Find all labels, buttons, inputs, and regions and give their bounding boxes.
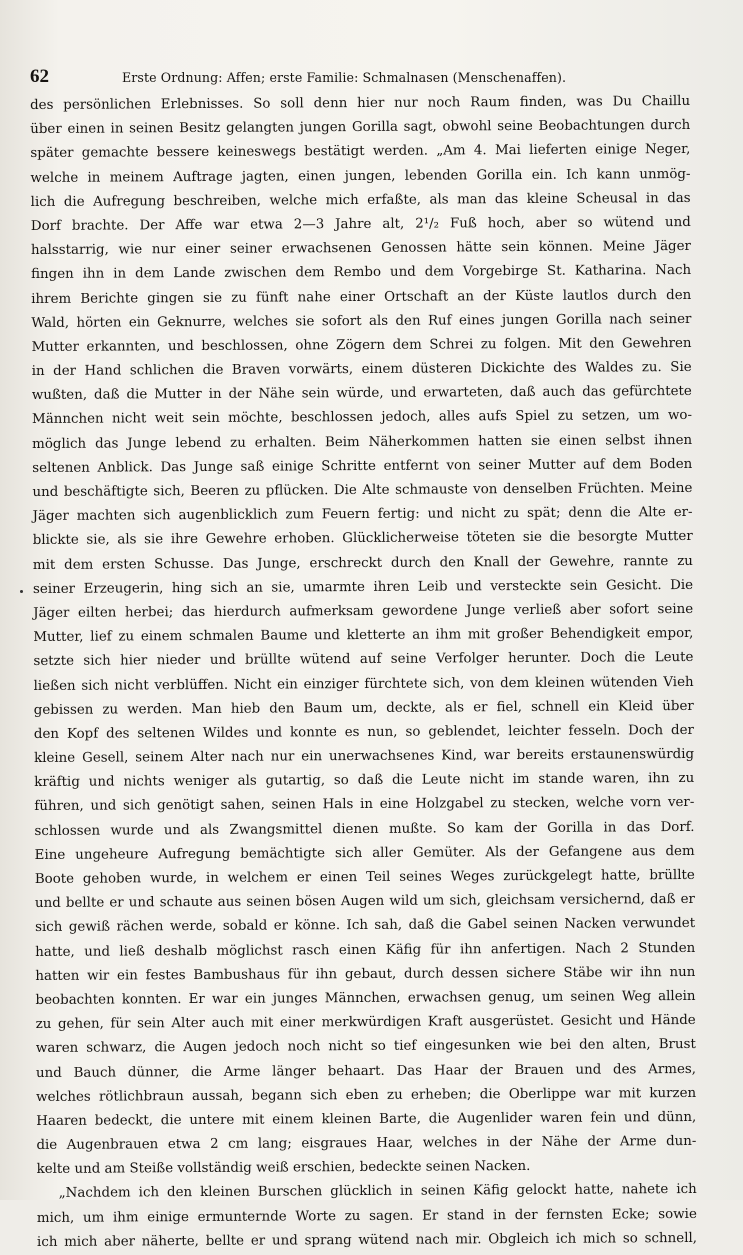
text-line: halsstarrig, wie nur einer seiner erwachsenen Genossen hätte sein können. Meine Jäger bbox=[30, 239, 691, 259]
text-line: gebissen zu werden. Man hieb den Baum um, deckte, als er fiel, schnell ein Kleid über bbox=[33, 698, 694, 718]
text-line: ich mich aber näherte, bellte er und sprang wütend nach mir. Obgleich ich mich so schnell, bbox=[36, 1230, 698, 1250]
text-line: Jäger eilten herbei; das hierdurch aufmerksam gewordene Junge verließ aber sofort seine bbox=[33, 601, 694, 621]
text-line: hatten wir ein festes Bambushaus für ihn gebaut, durch dessen sichere Stäbe wir ihn nun bbox=[35, 964, 696, 984]
text-line: „Nachdem ich den kleinen Burschen glücklich in seinen Käfig gelockt hatte, nahete ich bbox=[58, 1182, 697, 1202]
text-line: welche in meinem Auftrage jagten, einen jungen, lebenden Gorilla ein. Ich kann unmög- bbox=[30, 166, 691, 186]
page-number: 62 bbox=[30, 66, 49, 87]
body-text bbox=[30, 90, 697, 1255]
text-line: waren schwarz, die Augen jedoch noch nicht so tief eingesunken wie bei den alten, Brust bbox=[35, 1037, 696, 1057]
page-header bbox=[30, 66, 691, 92]
text-line: kräftig und nichts weniger als gutartig, so daß die Leute nicht im stande waren, ihn zu bbox=[34, 771, 695, 791]
text-line: kelte und am Steiße vollständig weiß erschien, bedeckte seinen Nacken. bbox=[36, 1159, 531, 1178]
text-line: Mutter, lief zu einem schmalen Baume und kletterte an ihm mit großer Behendigkeit empor, bbox=[33, 626, 694, 646]
text-line: den Kopf des seltenen Wildes und konnte es nun, so geblendet, leichter fesseln. Doch der bbox=[33, 722, 694, 742]
text-line: ließen sich nicht verblüffen. Nicht ein einziger fürchtete sich, von dem kleinen wütenden Vieh bbox=[33, 674, 694, 694]
text-line: Eine ungeheure Aufregung bemächtigte sich aller Gemüter. Als der Gefangene aus dem bbox=[34, 843, 695, 863]
text-line: hatte, und ließ deshalb möglichst rasch einen Käfig für ihn anfertigen. Nach 2 Stunden bbox=[35, 940, 696, 960]
running-head: Erste Ordnung: Affen; erste Familie: Schmalnasen (Menschenaffen). bbox=[122, 70, 567, 85]
text-line: ihrem Berichte gingen sie zu fünft nahe einer Ortschaft an der Küste lautlos durch den bbox=[31, 287, 692, 307]
text-line: und beschäftigte sich, Beeren zu pflücken. Die Alte schmauste von denselben Früchten. Meine bbox=[32, 480, 693, 500]
text-line: seiner Erzeugerin, hing sich an sie, umarmte ihren Leib und versteckte sein Gesicht. Die bbox=[32, 577, 694, 597]
text-line: Haaren bedeckt, die untere mit einem kleinen Barte, die Augenlider waren fein und dünn, bbox=[36, 1109, 697, 1129]
text-line: in der Hand schlichen die Braven vorwärts, einem düsteren Dickichte des Waldes zu. Sie bbox=[31, 360, 692, 380]
text-line: sich gewiß rächen werde, sobald er könne. Ich sah, daß die Gabel seinen Nacken verwundet bbox=[35, 916, 696, 936]
text-line: Mutter erkannten, und beschlossen, ohne Zögern dem Schrei zu folgen. Mit den Gewehren bbox=[31, 335, 692, 355]
text-line: Männchen nicht weit sein möchte, beschlossen jedoch, alles aufs Spiel zu setzen, um wo- bbox=[31, 408, 693, 428]
text-line: kleine Gesell, seinem Alter nach nur ein unerwachsenes Kind, war bereits erstaunenswürdig bbox=[34, 747, 695, 767]
text-line: seltenen Anblick. Das Junge saß einige Schritte entfernt von seiner Mutter auf dem Boden bbox=[32, 456, 693, 476]
text-line: die Augenbrauen etwa 2 cm lang; eisgraues Haar, welches in der Nähe der Arme dun- bbox=[36, 1134, 697, 1154]
text-line: zu gehen, für sein Alter auch mit einer merkwürdigen Kraft ausgerüstet. Gesicht und Hände bbox=[35, 1013, 696, 1033]
text-line: Boote gehoben wurde, in welchem er einen Teil seines Weges zurückgelegt hatte, brüllte bbox=[34, 867, 695, 887]
text-line: Jäger machten sich augenblicklich zum Feuern fertig: und nicht zu spät; denn die Alte er- bbox=[32, 505, 693, 525]
text-line: welches rötlichbraun aussah, begann sich eben zu erheben; die Oberlippe war mit kurzen bbox=[36, 1085, 697, 1105]
text-line: möglich das Junge lebend zu erhalten. Beim Näherkommen hatten sie einen selbst ihnen bbox=[32, 432, 693, 452]
text-line: mich, um ihm einige ermunternde Worte zu sagen. Er stand in der fernsten Ecke; sowie bbox=[36, 1206, 697, 1226]
text-line: später gemachte bessere keineswegs bestätigt werden. „Am 4. Mai lieferten einige Neger, bbox=[30, 142, 691, 162]
text-line: wußten, daß die Mutter in der Nähe sein würde, und erwarteten, daß auch das gefürchtete bbox=[31, 384, 692, 404]
text-line: mit dem ersten Schusse. Das Junge, erschreckt durch den Knall der Gewehre, rannte zu bbox=[32, 553, 693, 573]
text-line: lich die Aufregung beschreiben, welche mich erfaßte, als man das kleine Scheusal in das bbox=[30, 190, 691, 210]
text-line: und bellte er und schaute aus seinen bösen Augen wild um sich, gleichsam versichernd, daß er bbox=[34, 892, 695, 912]
text-line: führen, und sich genötigt sahen, seinen Hals in eine Holzgabel zu stecken, welche vorn ver- bbox=[34, 795, 695, 815]
text-line: setzte sich hier nieder und brüllte wütend auf seine Verfolger herunter. Doch die Leute bbox=[33, 650, 694, 670]
text-line: beobachten konnten. Er war ein junges Männchen, erwachsen genug, um seinen Weg allein bbox=[35, 988, 696, 1008]
text-line: über einen in seinen Besitz gelangten jungen Gorilla sagt, obwohl seine Beobachtungen durch bbox=[30, 118, 691, 138]
text-line: Wald, hörten ein Geknurre, welches sie sofort als den Ruf eines jungen Gorilla nach seiner bbox=[31, 311, 692, 331]
print-speck bbox=[20, 590, 23, 593]
text-line: blickte sie, als sie ihre Gewehre erhoben. Glücklicherweise töteten sie die besorgte Mutter bbox=[32, 529, 693, 549]
text-line: und Bauch dünner, die Arme länger behaart. Das Haar der Brauen und des Armes, bbox=[35, 1061, 697, 1081]
text-line: fingen ihn in dem Lande zwischen dem Rembo und dem Vorgebirge St. Katharina. Nach bbox=[31, 263, 692, 283]
text-line: Dorf brachte. Der Affe war etwa 2—3 Jahre alt, 2¹/₂ Fuß hoch, aber so wütend und bbox=[30, 214, 691, 234]
text-line: des persönlichen Erlebnisses. So soll denn hier nur noch Raum finden, was Du Chaillu bbox=[30, 93, 691, 113]
text-line: schlossen wurde und als Zwangsmittel dienen mußte. So kam der Gorilla in das Dorf. bbox=[34, 819, 695, 839]
